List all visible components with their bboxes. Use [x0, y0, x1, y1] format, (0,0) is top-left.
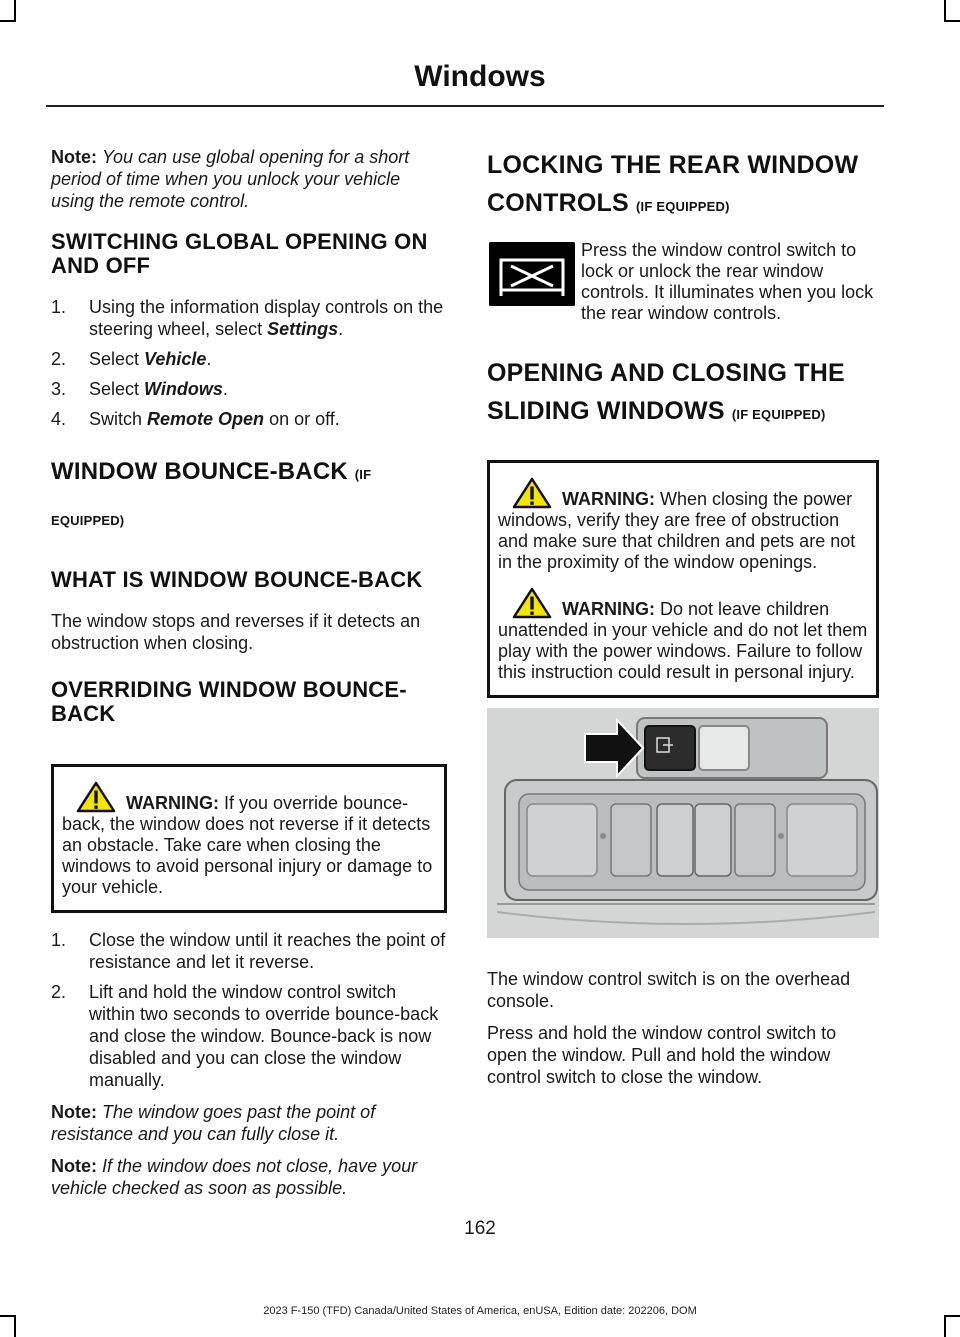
warning-box-sliding-windows: WARNING: When closing the power windows, verify they are free of obstruction and make sure that children and pets are not in the proximity of the window openings. WARNING: Do not leave children unattended in your vehicle and do not let them play with the power windows. Failure to follow this instruction could result in personal injury. — [487, 460, 879, 698]
note-resistance: Note: The window goes past the point of resistance and you can fully close it. — [51, 1102, 376, 1144]
crop-mark — [0, 20, 14, 22]
footer-edition: 2023 F-150 (TFD) Canada/United States of America, enUSA, Edition date: 202206, DOM — [263, 1305, 697, 1317]
note-not-close: Note: If the window does not close, have your vehicle checked as soon as possible. — [51, 1156, 418, 1198]
list-item: 2. Lift and hold the window control switch within two seconds to override bounce-back and close the window. Bounce-back is now disabled and you can close the window manually. — [51, 982, 439, 1090]
crop-mark — [946, 20, 960, 22]
list-item: 2. Select Vehicle. — [51, 349, 212, 369]
list-item: 3. Select Windows. — [51, 379, 228, 399]
right-column — [487, 146, 879, 1106]
window-control-switch — [645, 726, 695, 770]
rear-window-lock-icon — [489, 242, 575, 306]
switch-location-text: The window control switch is on the overhead console. — [487, 969, 851, 1011]
heading-overriding-bounce-back: OVERRIDING WINDOW BOUNCE-BACK — [51, 677, 407, 726]
note-global-opening: Note: You can use global opening for a short period of time when you unlock your vehicle using the remote control. — [51, 147, 410, 211]
switch-operation-text: Press and hold the window control switch to open the window. Pull and hold the window control switch to close the window. — [487, 1023, 837, 1087]
page-number: 162 — [464, 1218, 496, 1239]
heading-switching-global-opening: SWITCHING GLOBAL OPENING ON AND OFF — [51, 229, 428, 278]
heading-window-bounce-back: WINDOW BOUNCE-BACK (IF EQUIPPED) — [51, 458, 372, 528]
list-item: 1. Using the information display controls on the steering wheel, select Settings. — [51, 297, 444, 339]
crop-mark — [944, 0, 946, 22]
bounce-back-description: The window stops and reverses if it detects an obstruction when closing. — [51, 611, 421, 653]
crop-mark — [14, 1315, 16, 1337]
locking-description: Press the window control switch to lock or unlock the rear window controls. It illuminates when you lock the rear window controls. — [487, 240, 879, 328]
heading-what-is-bounce-back: WHAT IS WINDOW BOUNCE-BACK — [51, 567, 423, 592]
crop-mark — [14, 0, 16, 22]
left-column — [51, 146, 447, 1217]
list-item: 1. Close the window until it reaches the point of resistance and let it reverse. — [51, 930, 446, 972]
overhead-console-illustration — [487, 708, 879, 938]
steps-global-opening — [51, 296, 447, 430]
warning-triangle-icon — [76, 781, 116, 813]
crop-mark — [944, 1315, 946, 1337]
warning-box-bounce-back: WARNING: If you override bounce-back, the window does not reverse if it detects an obstacle. Take care when closing the windows to avoid personal injury or damage to your vehicle. — [51, 764, 447, 913]
page-title: Windows — [414, 60, 546, 93]
heading-locking-rear-window: LOCKING THE REAR WINDOW CONTROLS (IF EQUIPPED) — [487, 151, 859, 217]
warning-triangle-icon — [512, 587, 552, 619]
list-item: 4. Switch Remote Open on or off. — [51, 409, 340, 429]
header-divider — [46, 105, 884, 107]
warning-triangle-icon — [512, 477, 552, 509]
steps-override-bounce-back — [51, 929, 447, 1091]
heading-sliding-windows: OPENING AND CLOSING THE SLIDING WINDOWS (IF EQUIPPED) — [487, 359, 845, 425]
